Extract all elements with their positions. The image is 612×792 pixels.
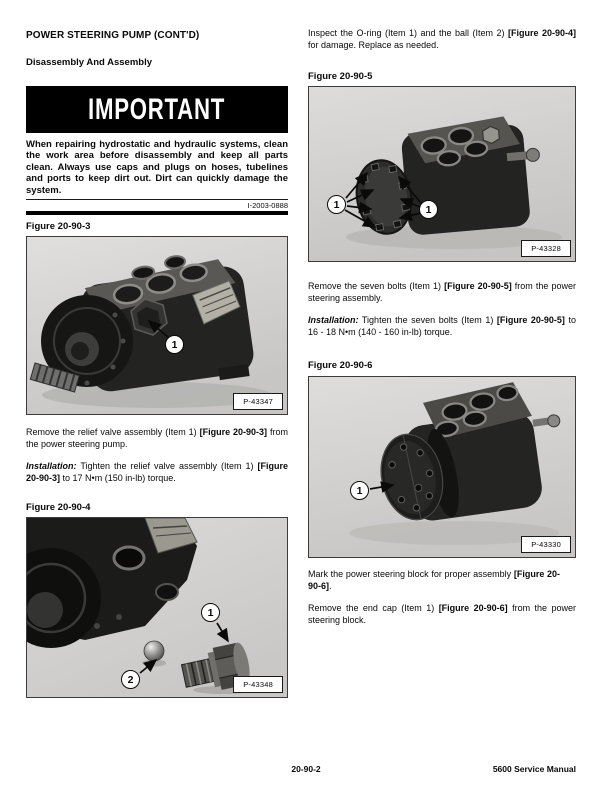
figure-ref: [Figure 20-90-5] (444, 281, 512, 291)
callout-1-badge: 1 (327, 195, 346, 214)
end-cap-photo-illustration (309, 377, 575, 557)
figure-label-20-90-6: Figure 20-90-6 (308, 360, 373, 371)
installation-label: Installation: (308, 315, 359, 325)
figure-ref: [Figure 20-90-3] (199, 427, 268, 437)
paragraph-install-relief (26, 461, 288, 484)
important-ref-code: I-2003-0888 (247, 201, 288, 210)
callout-1-badge: 1 (350, 481, 369, 500)
figure-label-20-90-5: Figure 20-90-5 (308, 71, 373, 82)
callout-2-badge: 2 (121, 670, 140, 689)
check-ball (144, 641, 164, 661)
paragraph-mark-block (308, 569, 560, 592)
text-run: . (329, 580, 332, 591)
text-run: to 17 N•m (150 in-lb) torque. (60, 472, 176, 483)
important-body: When repairing hydrostatic and hydraulic systems, clean the work area before disassembly and keep all parts clean. Always use caps and plugs on hoses, tubelines and ports to keep dirt out. Dirt can quickly damage the system. (26, 139, 288, 196)
figure-photo-20-90-3 (26, 236, 288, 415)
callout-1-badge: 1 (165, 335, 184, 354)
figure-ref: [Figure 20-90-6] (308, 569, 560, 591)
figure-ref: [Figure 20-90-3] (26, 461, 288, 483)
text-run: from the power steering assembly. (308, 281, 576, 303)
figure-label-20-90-3: Figure 20-90-3 (26, 221, 91, 232)
important-box (26, 86, 288, 133)
installation-label: Installation: (26, 461, 77, 471)
paragraph-install-bolts (308, 315, 576, 338)
photo-id-badge: P-43330 (521, 536, 571, 553)
page-title: POWER STEERING PUMP (CONT'D) (26, 30, 200, 41)
text-run: for damage. Replace as needed. (308, 39, 439, 50)
divider-thin (26, 199, 288, 200)
paragraph-inspect-oring (308, 28, 576, 51)
section-subtitle: Disassembly And Assembly (26, 57, 153, 68)
text-run: from the power steering block. (308, 603, 576, 625)
relief-valve-parts-photo-illustration (27, 518, 287, 697)
text-run: Remove the seven bolts (Item 1) (308, 281, 445, 291)
text-run: Inspect the O-ring (Item 1) and the ball (Item 2) (308, 28, 508, 38)
text-run: to 16 - 18 N•m (140 - 160 in-lb) torque. (308, 315, 576, 337)
footer-page-number: 20-90-2 (291, 764, 321, 774)
text-run: from the power steering pump. (26, 427, 288, 449)
text-run: Tighten the relief valve assembly (Item 1) (76, 461, 258, 471)
divider-thick (26, 211, 288, 215)
steering-pump-photo-illustration (27, 237, 287, 414)
photo-id-badge: P-43328 (521, 240, 571, 257)
figure-ref: [Figure 20-90-6] (438, 603, 508, 613)
paragraph-remove-bolts (308, 281, 576, 304)
callout-1-badge: 1 (201, 603, 220, 622)
figure-photo-20-90-4 (26, 517, 288, 698)
text-run: Remove the end cap (Item 1) (308, 603, 439, 613)
important-title: IMPORTANT (88, 92, 226, 126)
steering-assembly-bolts-photo-illustration (309, 87, 575, 261)
text-run: Mark the power steering block for proper assembly (308, 569, 514, 579)
figure-photo-20-90-5 (308, 86, 576, 262)
photo-id-badge: P-43348 (233, 676, 283, 693)
text-run: Tighten the seven bolts (Item 1) (358, 315, 497, 325)
text-run: Remove the relief valve assembly (Item 1) (26, 427, 200, 437)
figure-ref: [Figure 20-90-4] (507, 28, 576, 38)
paragraph-remove-endcap (308, 603, 576, 626)
figure-label-20-90-4: Figure 20-90-4 (26, 502, 91, 513)
paragraph-remove-relief (26, 427, 288, 450)
figure-photo-20-90-6 (308, 376, 576, 558)
callout-1-badge-right: 1 (419, 200, 438, 219)
figure-ref: [Figure 20-90-5] (496, 315, 565, 325)
footer-manual-title: 5600 Service Manual (492, 764, 576, 774)
photo-id-badge: P-43347 (233, 393, 283, 410)
